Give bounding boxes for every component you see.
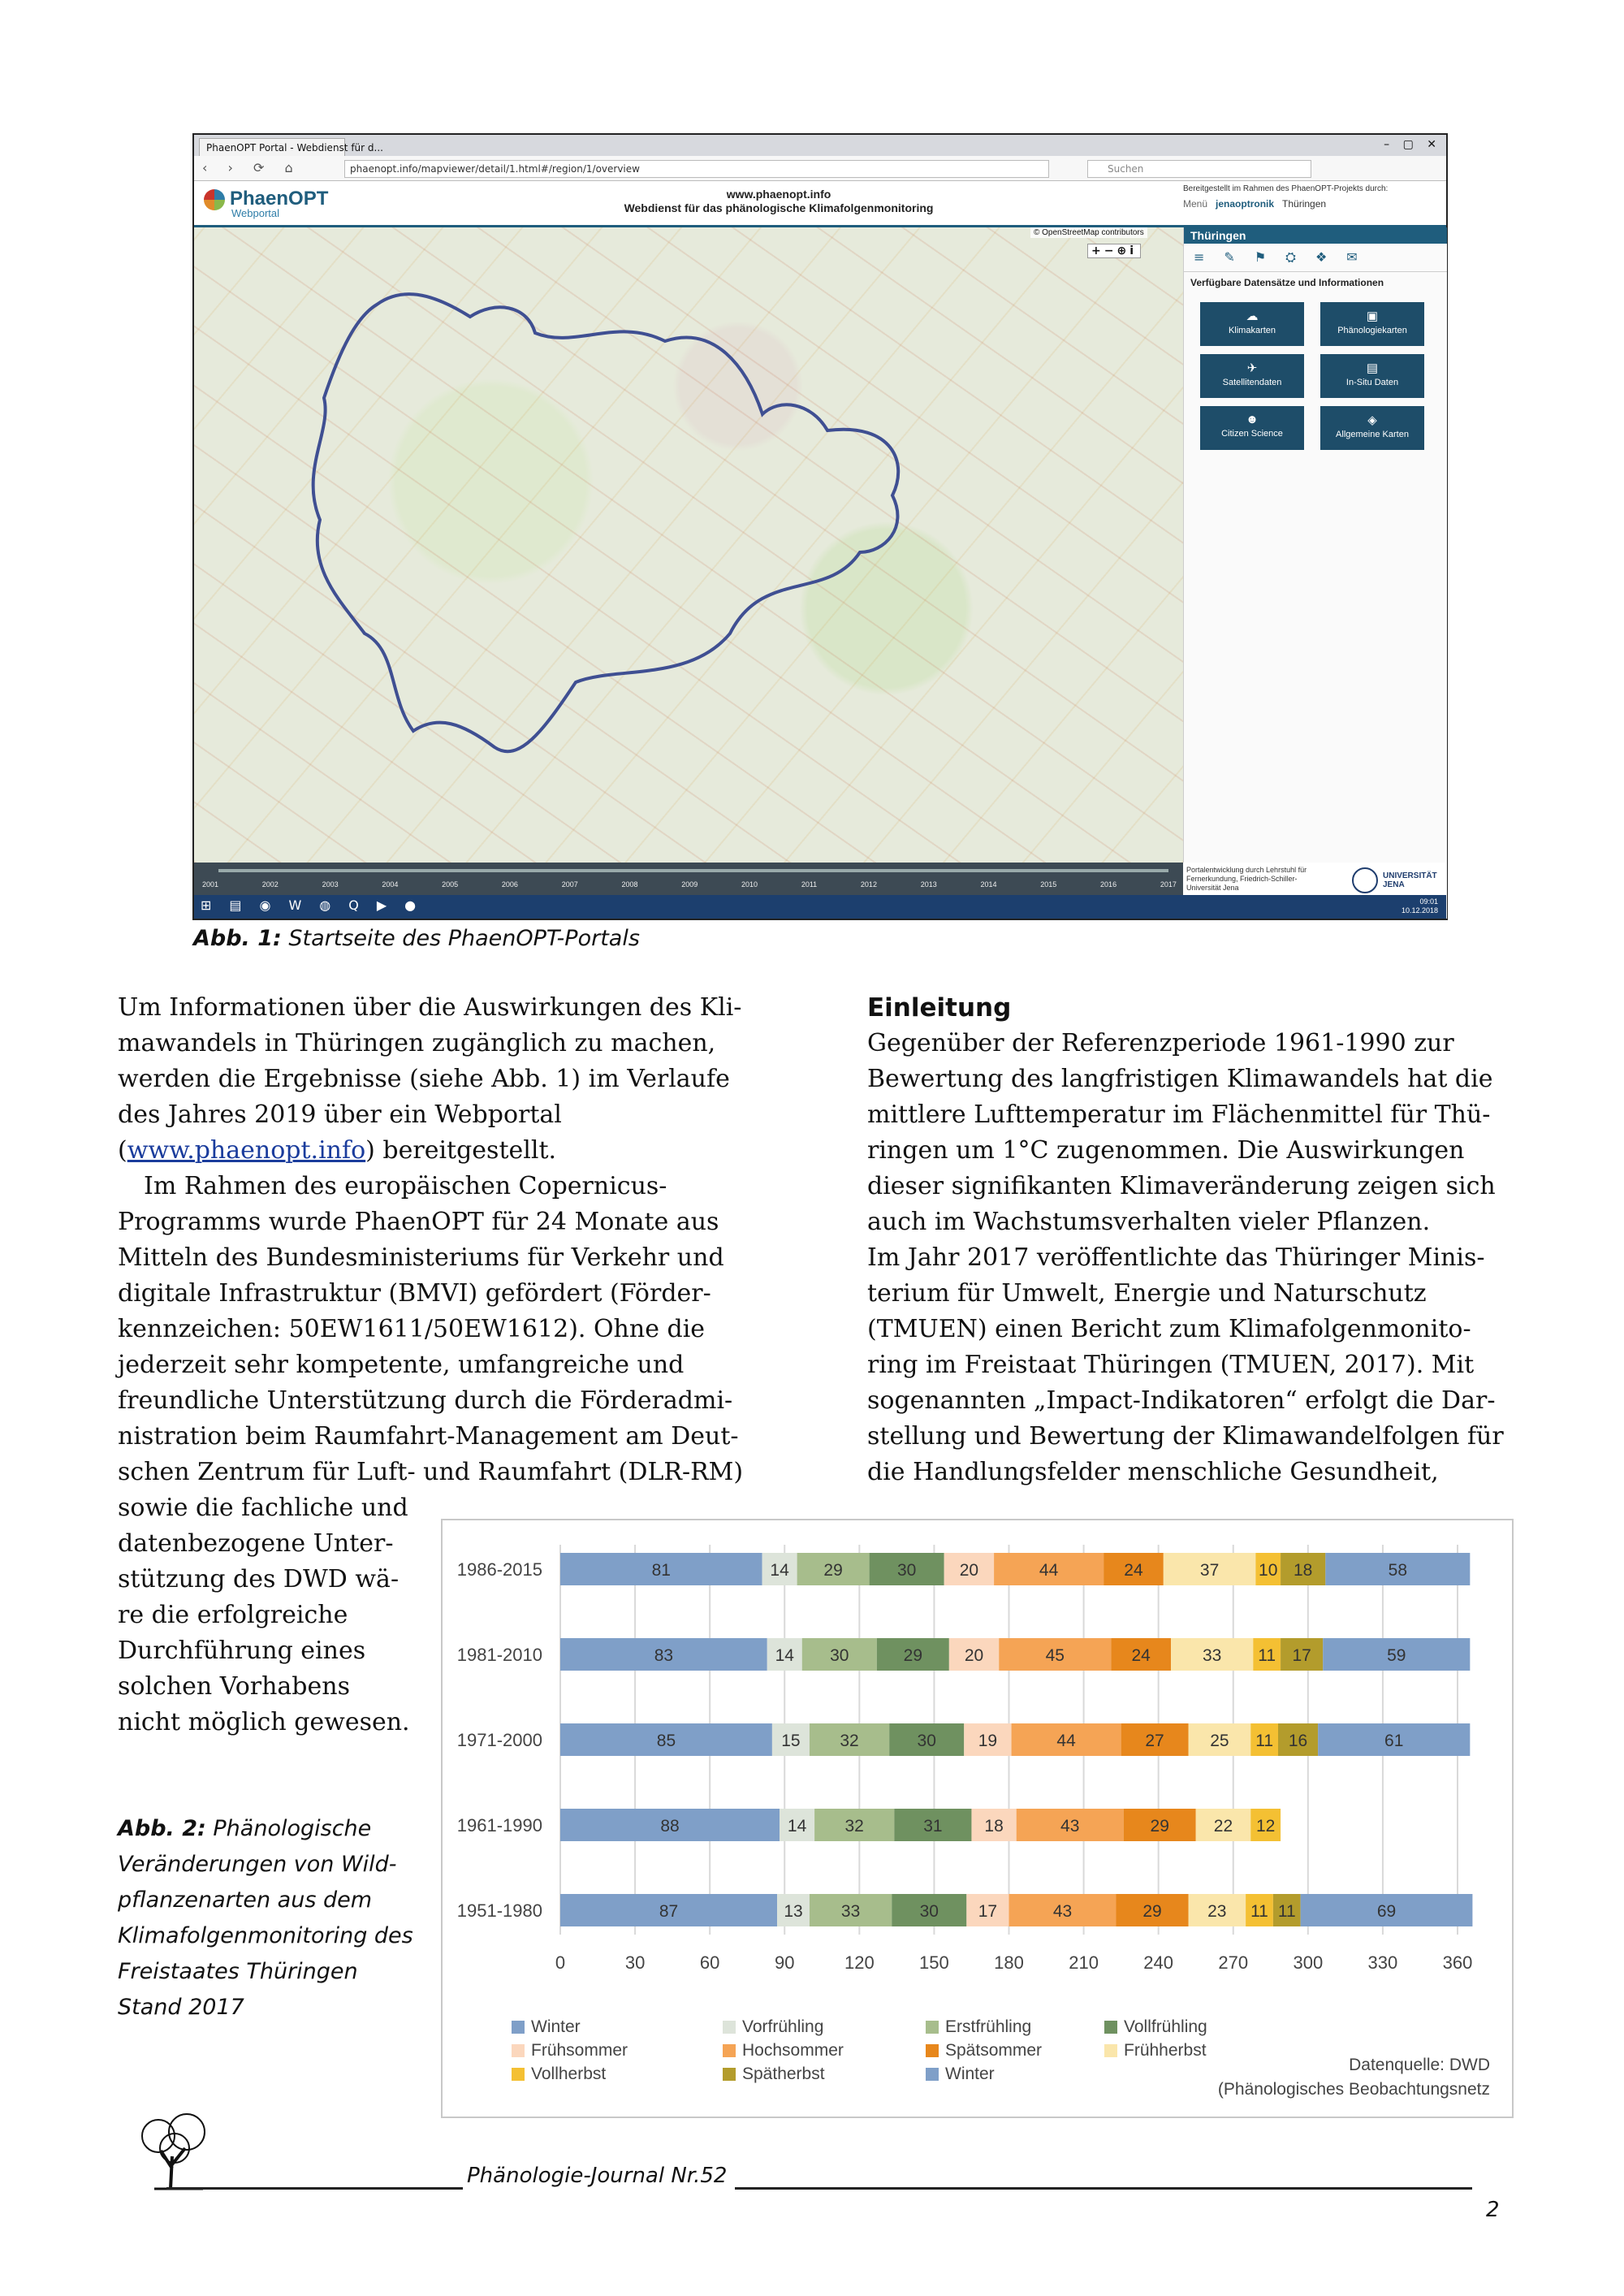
x-tick-label: 270 (1218, 1952, 1249, 1973)
portal-title (535, 188, 1022, 215)
timeline-year[interactable]: 2012 (860, 880, 877, 889)
journal-name: Phänologie-Journal Nr.52 (467, 2164, 728, 2188)
timeline-year[interactable]: 2008 (621, 880, 638, 889)
credit-text: Portalentwicklung durch Lehrstuhl für Fernerkundung, Friedrich-Schiller-Universität Jena (1186, 866, 1307, 892)
intro-line: stellung und Bewertung der Klimawandelfolgen für (867, 1422, 1504, 1451)
logo-icon (204, 189, 225, 210)
layers-icon: ◈ (1367, 413, 1377, 427)
data-label: 24 (1124, 1561, 1143, 1580)
data-label: 15 (781, 1732, 801, 1750)
data-label: 69 (1376, 1902, 1397, 1921)
para2-line: nistration beim Raumfahrt-Management am Deut- (118, 1422, 739, 1451)
timeline-year[interactable]: 2006 (501, 880, 518, 889)
data-label: 81 (651, 1561, 671, 1580)
os-taskbar (194, 895, 1446, 919)
panel-title: Verfügbare Datensätze und Informationen (1190, 277, 1384, 288)
caption2-line: Klimafolgenmonitoring des (118, 1923, 413, 1948)
timeline-year[interactable]: 2017 (1160, 880, 1177, 889)
para1-line: werden die Ergebnisse (siehe Abb. 1) im Verlaufe (118, 1065, 730, 1093)
intro-line: auch im Wachstumsverhalten vieler Pflanzen. (867, 1208, 1431, 1236)
data-label: 29 (823, 1561, 843, 1580)
data-label: 43 (1052, 1902, 1073, 1921)
intro-line: Im Jahr 2017 veröffentlichte das Thüringer Minis- (867, 1243, 1485, 1272)
x-tick-label: 90 (775, 1952, 795, 1973)
legend-label: Vollherbst (531, 2065, 607, 2083)
credit-block (1183, 863, 1446, 895)
button-label: Citizen Science (1221, 429, 1283, 439)
figure2-caption (118, 1811, 434, 2026)
caption2-line: Veränderungen von Wild- (118, 1852, 397, 1877)
taskbar-app-icons[interactable]: ⊞▤◉W◍Q▶● (201, 897, 434, 913)
data-label: 10 (1259, 1561, 1278, 1580)
button-klimakarten[interactable] (1200, 302, 1304, 346)
timeline-year[interactable]: 2001 (202, 880, 219, 889)
climate-icon: ☁ (1246, 309, 1259, 323)
category-label: 1961-1990 (456, 1815, 542, 1836)
intro-line: Gegenüber der Referenzperiode 1961-1990 zur (867, 1029, 1454, 1057)
uni-logo (1352, 867, 1440, 893)
panel-toolbar-icons[interactable]: ≡✎⚑⛭❖✉ (1184, 244, 1447, 272)
legend-label: Winter (945, 2065, 995, 2083)
intro-line: ringen um 1°C zugenommen. Die Auswirkungen (867, 1136, 1465, 1165)
data-label: 45 (1045, 1646, 1065, 1665)
data-label: 18 (984, 1817, 1004, 1836)
data-label: 33 (840, 1902, 861, 1921)
data-label: 25 (1210, 1732, 1229, 1750)
data-label: 24 (1131, 1646, 1151, 1665)
category-label: 1951-1980 (456, 1900, 542, 1921)
data-label: 23 (1207, 1902, 1227, 1921)
phaenopt-logo[interactable] (204, 188, 328, 219)
data-label: 37 (1199, 1561, 1220, 1580)
legend-swatch (512, 2044, 525, 2057)
data-label: 17 (1292, 1646, 1311, 1665)
category-label: 1971-2000 (456, 1730, 542, 1750)
data-label: 87 (659, 1902, 679, 1921)
figure1-caption (193, 921, 640, 957)
x-tick-label: 180 (994, 1952, 1024, 1973)
intro-line: Bewertung des langfristigen Klimawandels hat die (867, 1065, 1493, 1093)
data-label: 18 (1294, 1561, 1313, 1580)
data-label: 22 (1213, 1817, 1233, 1836)
data-label: 32 (840, 1732, 859, 1750)
side-panel (1183, 227, 1447, 919)
timeline-years (202, 880, 1177, 889)
timeline-year[interactable]: 2007 (561, 880, 578, 889)
data-label: 13 (784, 1902, 803, 1921)
taskbar-clock (1402, 897, 1438, 915)
data-label: 14 (775, 1646, 794, 1665)
para1-line (118, 1133, 767, 1169)
button-label: Allgemeine Karten (1336, 430, 1409, 439)
legend-swatch (1104, 2021, 1117, 2034)
para2-line: digitale Infrastruktur (BMVI) gefördert (Förder- (118, 1279, 711, 1308)
intro-line: mittlere Lufttemperatur im Flächenmittel für Thü- (867, 1100, 1491, 1129)
data-label: 20 (964, 1646, 984, 1665)
source-label: Datenquelle: DWD (1349, 2056, 1490, 2074)
caption2-line: Freistaates Thüringen (118, 1959, 358, 1984)
logo-text: PhaenOPT (230, 188, 329, 210)
button-allgemeine-karten[interactable] (1320, 406, 1424, 450)
x-tick-label: 150 (919, 1952, 949, 1973)
x-tick-label: 330 (1367, 1952, 1398, 1973)
timeline-year[interactable]: 2005 (442, 880, 459, 889)
window-controls[interactable]: – ▢ ✕ (1384, 138, 1441, 151)
x-tick-label: 360 (1442, 1952, 1473, 1973)
legend-label: Vollfrühling (1124, 2017, 1207, 2036)
x-tick-label: 210 (1069, 1952, 1099, 1973)
data-label: 88 (660, 1817, 680, 1836)
timeline-year[interactable]: 2002 (261, 880, 279, 889)
intro-line: ring im Freistaat Thüringen (TMUEN, 2017). Mit (867, 1351, 1475, 1379)
data-label: 59 (1387, 1646, 1406, 1665)
timeline-year[interactable]: 2011 (801, 880, 818, 889)
data-label: 29 (903, 1646, 923, 1665)
site-url-label: www.phaenopt.info (726, 188, 831, 201)
button-label: In-Situ Daten (1345, 378, 1399, 387)
partner-block (1183, 184, 1435, 210)
legend-label: Spätherbst (742, 2065, 825, 2083)
data-label: 61 (1384, 1732, 1404, 1750)
data-label: 29 (1142, 1902, 1162, 1921)
data-label: 30 (830, 1646, 849, 1665)
data-label: 33 (1202, 1646, 1222, 1665)
para2-line: jederzeit sehr kompetente, umfangreiche und (118, 1351, 685, 1379)
para1-line: Um Informationen über die Auswirkungen des Kli- (118, 993, 742, 1022)
legend-swatch (723, 2044, 736, 2057)
caption1-text: Startseite des PhaenOPT-Portals (288, 926, 640, 951)
data-label: 30 (919, 1902, 939, 1921)
legend-label: Winter (531, 2017, 581, 2036)
para2-line: stützung des DWD wä- (118, 1565, 400, 1593)
data-label: 44 (1056, 1732, 1076, 1750)
x-tick-label: 60 (699, 1952, 720, 1973)
caption2-line: pflanzenarten aus dem (118, 1887, 373, 1913)
portal-header (194, 181, 1446, 227)
para2-line: freundliche Unterstützung durch die Förderadmi- (118, 1386, 733, 1415)
right-column (867, 990, 1541, 1490)
button-label: Satellitendaten (1222, 378, 1282, 387)
thueringen-border (194, 227, 1183, 863)
browser-tabbar (194, 135, 1446, 157)
menu-button[interactable]: Menü (1183, 198, 1208, 210)
nav-arrows-icon[interactable]: ‹ › ⟳ ⌂ (202, 160, 301, 175)
timeline-slider[interactable] (194, 863, 1183, 895)
para1-end: ) bereitgestellt. (365, 1136, 557, 1165)
timeline-year[interactable]: 2009 (681, 880, 698, 889)
button-label: Klimakarten (1228, 326, 1276, 335)
button-phaenologiekarten[interactable] (1320, 302, 1424, 346)
satellite-icon: ✈ (1246, 361, 1258, 375)
legend-label: Frühherbst (1124, 2041, 1207, 2060)
para2-line: nicht möglich gewesen. (118, 1708, 410, 1736)
timeline-year[interactable]: 2004 (382, 880, 399, 889)
para1-line: mawandels in Thüringen zugänglich zu machen, (118, 1029, 716, 1057)
partner-jenaoptronik: jenaoptronik (1216, 198, 1275, 210)
legend-swatch (926, 2044, 939, 2057)
intro-line: (TMUEN) einen Bericht zum Klimafolgenmonito- (867, 1315, 1471, 1343)
para2-line: Mitteln des Bundesministeriums für Verkehr und (118, 1243, 724, 1272)
para2-line: datenbezogene Unter- (118, 1529, 394, 1558)
data-label: 29 (1150, 1817, 1169, 1836)
partner-thueringen: Thüringen (1282, 198, 1327, 210)
para2-line: Programms wurde PhaenOPT für 24 Monate aus (118, 1208, 719, 1236)
data-label: 20 (959, 1561, 979, 1580)
legend-label: Erstfrühling (945, 2017, 1032, 2036)
button-insitu-daten[interactable] (1320, 354, 1424, 398)
clock-time: 09:01 (1419, 897, 1438, 906)
map-icon: ▣ (1366, 309, 1379, 323)
button-citizen-science[interactable] (1200, 406, 1304, 450)
browser-search[interactable]: Suchen (1087, 160, 1311, 178)
data-label: 27 (1145, 1732, 1164, 1750)
x-tick-label: 120 (844, 1952, 875, 1973)
uni-seal-icon (1352, 867, 1378, 893)
x-tick-label: 300 (1293, 1952, 1324, 1973)
browser-tab[interactable]: PhaenOPT Portal - Webdienst für d... (199, 138, 345, 157)
para2-line: re die erfolgreiche (118, 1601, 348, 1629)
data-label: 32 (844, 1817, 864, 1836)
caption1-label: Abb. 1: (193, 926, 282, 951)
button-satellitendaten[interactable] (1200, 354, 1304, 398)
caption2-line (118, 1811, 434, 1847)
timeline-year[interactable]: 2016 (1100, 880, 1117, 889)
intro-line: sogenannten „Impact-Indikatoren“ erfolgt die Dar- (867, 1386, 1496, 1415)
para2-line: Im Rahmen des europäischen Copernicus- (144, 1172, 667, 1200)
uni-name: UNIVERSITÄT JENA (1383, 871, 1437, 889)
legend-swatch (926, 2021, 939, 2034)
data-label: 31 (923, 1817, 943, 1836)
category-label: 1986-2015 (456, 1559, 542, 1580)
region-header: Thüringen (1184, 227, 1447, 244)
intro-line: die Handlungsfelder menschliche Gesundheit, (867, 1458, 1439, 1486)
browser-navbar (194, 156, 1446, 181)
legend-swatch (512, 2068, 525, 2081)
category-label: 1981-2010 (456, 1645, 542, 1665)
legend-swatch (1104, 2044, 1117, 2057)
para2-line: schen Zentrum für Luft- und Raumfahrt (DLR-RM) (118, 1458, 744, 1486)
chart-svg (443, 1520, 1512, 2117)
para2-line: kennzeichen: 50EW1611/50EW1612). Ohne die (118, 1315, 706, 1343)
caption2-line: Stand 2017 (118, 1995, 244, 2020)
timeline-year[interactable]: 2015 (1040, 880, 1057, 889)
timeline-year[interactable]: 2003 (322, 880, 339, 889)
data-label: 17 (978, 1902, 998, 1921)
legend-swatch (723, 2068, 736, 2081)
legend-label: Vorfrühling (742, 2017, 824, 2036)
phenology-chart (441, 1519, 1514, 2118)
tree-logo (130, 2112, 219, 2196)
timeline-year[interactable]: 2010 (741, 880, 758, 889)
para2-line: solchen Vorhabens (118, 1672, 350, 1701)
timeline-year[interactable]: 2013 (920, 880, 937, 889)
data-label: 11 (1277, 1902, 1296, 1921)
x-tick-label: 30 (624, 1952, 646, 1973)
url-bar[interactable]: phaenopt.info/mapviewer/detail/1.html#/region/1/overview (344, 160, 1049, 178)
legend-label: Frühsommer (531, 2041, 628, 2060)
phaenopt-link[interactable]: www.phaenopt.info (127, 1136, 366, 1165)
timeline-year[interactable]: 2014 (980, 880, 997, 889)
map-view[interactable] (194, 227, 1183, 863)
project-note: Bereitgestellt im Rahmen des PhaenOPT-Projekts durch: (1183, 184, 1389, 193)
data-label: 16 (1288, 1732, 1308, 1750)
para2-line: Durchführung eines (118, 1637, 366, 1665)
paren: ( (118, 1136, 127, 1165)
source-label: (Phänologisches Beobachtungsnetz (1217, 2080, 1490, 2099)
data-label: 11 (1250, 1902, 1268, 1921)
page-number: 2 (1486, 2198, 1500, 2222)
data-label: 85 (656, 1732, 676, 1750)
data-label: 43 (1060, 1817, 1080, 1836)
legend-swatch (512, 2021, 525, 2034)
logo-subtitle: Webportal (231, 207, 280, 219)
clock-date: 10.12.2018 (1401, 906, 1438, 915)
data-label: 58 (1388, 1561, 1408, 1580)
people-icon: ☻ (1246, 413, 1259, 426)
data-label: 44 (1039, 1561, 1059, 1580)
data-label: 11 (1258, 1646, 1276, 1665)
footer-rule-left (166, 2187, 463, 2190)
legend-swatch (723, 2021, 736, 2034)
timeline-track[interactable] (218, 869, 1168, 872)
section-heading: Einleitung (867, 993, 1012, 1023)
data-label: 12 (1255, 1817, 1276, 1836)
data-label: 83 (654, 1646, 674, 1665)
caption2-text: Phänologische (213, 1816, 372, 1841)
tree-icon (130, 2112, 219, 2193)
data-label: 11 (1255, 1732, 1274, 1750)
intro-line: dieser signifikanten Klimaveränderung zeigen sich (867, 1172, 1496, 1200)
osm-attribution[interactable]: © OpenStreetMap contributors (1030, 227, 1147, 238)
para1-line: des Jahres 2019 über ein Webportal (118, 1100, 562, 1129)
site-title: Webdienst für das phänologische Klimafolgenmonitoring (624, 201, 934, 214)
para2-line: sowie die fachliche und (118, 1494, 408, 1522)
database-icon: ▤ (1366, 361, 1379, 375)
x-tick-label: 240 (1143, 1952, 1174, 1973)
legend-label: Spätsommer (945, 2041, 1043, 2060)
legend-label: Hochsommer (742, 2041, 844, 2060)
x-tick-label: 0 (555, 1952, 566, 1973)
caption2-label: Abb. 2: (118, 1816, 206, 1841)
zoom-controls[interactable]: +−⊕i (1087, 244, 1141, 258)
button-label: Phänologiekarten (1337, 326, 1407, 335)
data-label: 14 (770, 1561, 789, 1580)
data-label: 30 (896, 1561, 917, 1580)
legend-swatch (926, 2068, 939, 2081)
footer-rule-right (735, 2187, 1472, 2190)
data-label: 30 (917, 1732, 936, 1750)
portal-screenshot (192, 133, 1448, 920)
data-label: 19 (978, 1732, 998, 1750)
intro-line: terium für Umwelt, Energie und Naturschutz (867, 1279, 1427, 1308)
data-label: 14 (787, 1817, 807, 1836)
